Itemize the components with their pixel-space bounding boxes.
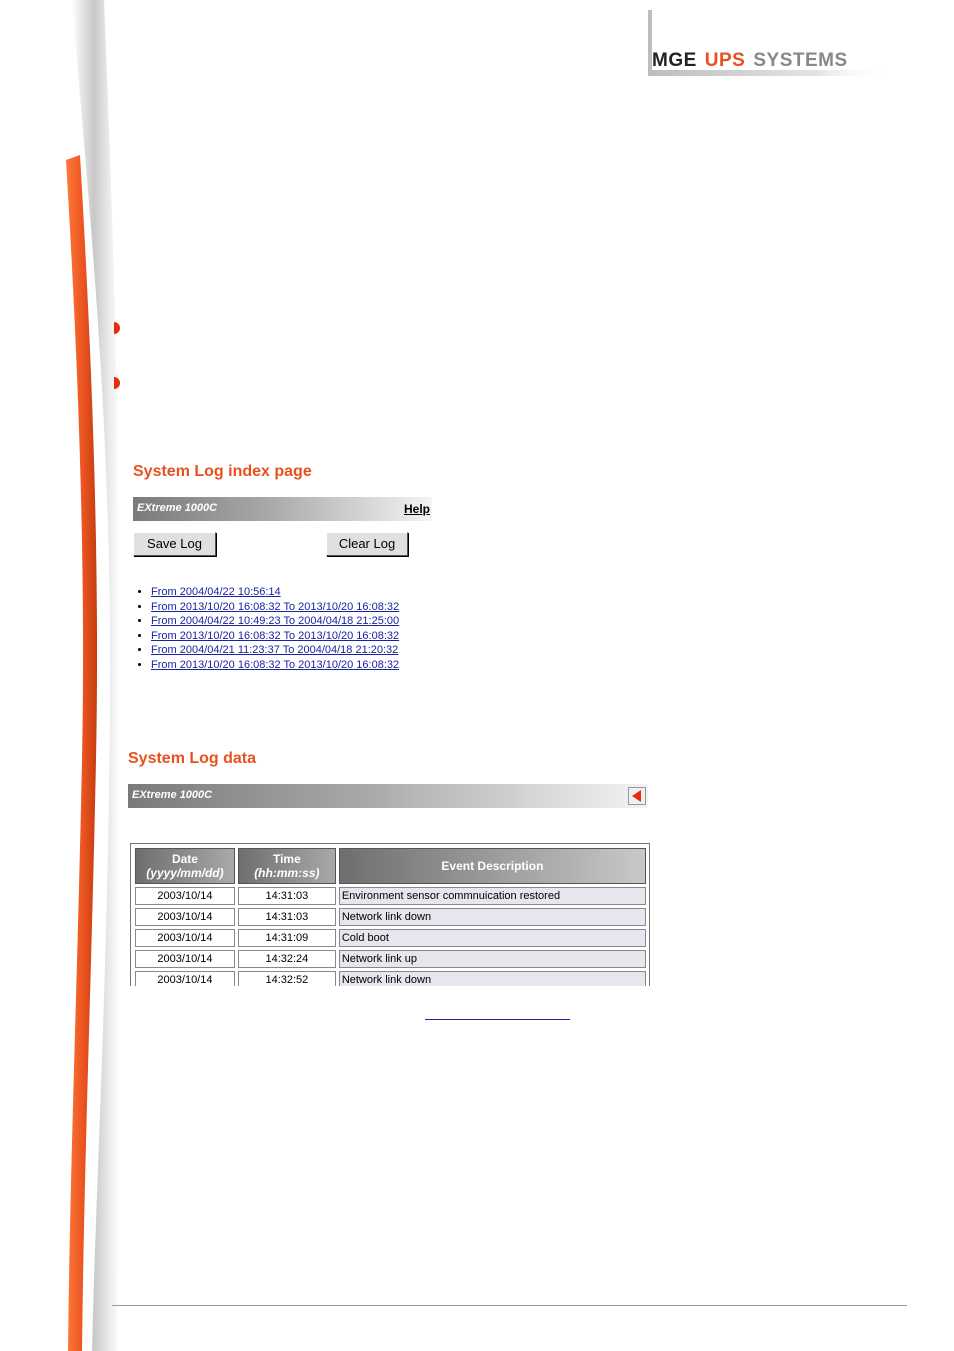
- brand-header: [640, 10, 900, 80]
- log-entry-link[interactable]: From 2013/10/20 16:08:32 To 2013/10/20 16:08:32: [151, 600, 400, 613]
- list-item: [151, 614, 399, 629]
- help-link[interactable]: Help: [403, 502, 430, 516]
- brand-logo-text: [652, 50, 848, 72]
- table-row: [135, 908, 646, 926]
- cell-event: Network link up: [339, 950, 646, 968]
- cell-time: 14:32:24: [238, 950, 336, 968]
- brand-mge: MGE: [652, 50, 697, 71]
- bullet-icon: [114, 377, 121, 389]
- brand-systems: SYSTEMS: [753, 50, 848, 71]
- log-index-list: [133, 585, 399, 673]
- device-name: EXtreme 1000C: [137, 502, 218, 514]
- cell-time: 14:31:09: [238, 929, 336, 947]
- header-time: [238, 848, 336, 884]
- table-row: [135, 971, 646, 986]
- cell-event: Network link down: [339, 971, 646, 986]
- device-bar-data: [128, 784, 648, 808]
- device-name: EXtreme 1000C: [132, 789, 213, 801]
- header-time-format: (hh:mm:ss): [254, 866, 320, 880]
- header-date: [135, 848, 235, 884]
- link-underline[interactable]: [425, 1019, 570, 1020]
- cell-time: 14:31:03: [238, 908, 336, 926]
- list-item: [151, 600, 399, 615]
- log-entry-link[interactable]: From 2004/04/22 10:49:23 To 2004/04/18 21:25:00: [151, 615, 400, 628]
- clear-log-button[interactable]: Clear Log: [326, 532, 408, 556]
- cell-event: Environment sensor commnuication restored: [339, 887, 646, 905]
- header-event: Event Description: [339, 848, 646, 884]
- header-time-label: Time: [272, 852, 301, 866]
- log-entry-link[interactable]: From 2004/04/21 11:23:37 To 2004/04/18 21:20:32: [151, 644, 399, 657]
- header-date-format: (yyyy/mm/dd): [146, 866, 224, 880]
- save-log-button[interactable]: Save Log: [133, 532, 216, 556]
- list-item: [151, 629, 399, 644]
- section-title-log-index: System Log index page: [133, 463, 312, 480]
- brand-ups: UPS: [704, 50, 746, 71]
- log-entry-link[interactable]: From 2004/04/22 10:56:14: [151, 586, 281, 598]
- cell-date: 2003/10/14: [135, 887, 235, 905]
- header-date-label: Date: [171, 852, 198, 866]
- log-table-container: [130, 843, 650, 986]
- cell-time: 14:31:03: [238, 887, 336, 905]
- list-item: [151, 585, 399, 600]
- cell-event: Cold boot: [339, 929, 646, 947]
- bullet-icon: [114, 322, 121, 334]
- table-row: [135, 929, 646, 947]
- footer-divider: [112, 1305, 907, 1306]
- table-row: [135, 887, 646, 905]
- log-entry-link[interactable]: From 2013/10/20 16:08:32 To 2013/10/20 16:08:32: [151, 658, 400, 671]
- device-bar-index: [133, 497, 432, 521]
- cell-event: Network link down: [339, 908, 646, 926]
- decorative-swoosh: [0, 0, 120, 1351]
- cell-date: 2003/10/14: [135, 929, 235, 947]
- cell-date: 2003/10/14: [135, 908, 235, 926]
- table-header-row: [135, 848, 646, 884]
- log-table: [132, 845, 649, 986]
- table-row: [135, 950, 646, 968]
- cell-time: 14:32:52: [238, 971, 336, 986]
- list-item: [151, 658, 399, 673]
- back-arrow-icon: [629, 788, 645, 804]
- log-entry-link[interactable]: From 2013/10/20 16:08:32 To 2013/10/20 16:08:32: [151, 629, 400, 642]
- cell-date: 2003/10/14: [135, 950, 235, 968]
- back-button[interactable]: [628, 787, 646, 805]
- list-item: [151, 643, 399, 658]
- cell-date: 2003/10/14: [135, 971, 235, 986]
- section-title-log-data: System Log data: [128, 750, 257, 767]
